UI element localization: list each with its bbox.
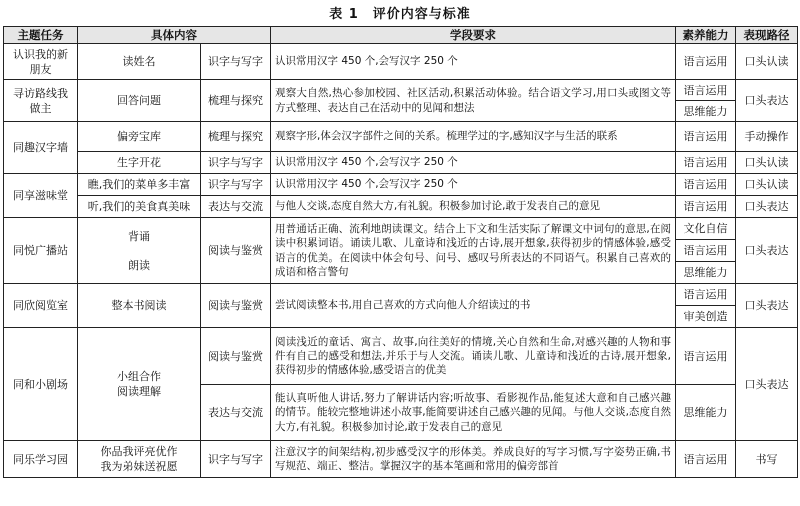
ability-cell: 思维能力 (676, 385, 736, 441)
table-row (4, 284, 798, 306)
theme-cell: 同欣阅览室 (4, 284, 78, 328)
table-row (4, 218, 798, 240)
table-caption: 表 1 评价内容与标准 (329, 7, 471, 22)
theme-cell: 同和小剧场 (4, 328, 78, 441)
content-cell (78, 218, 201, 284)
header-path: 表现路径 (736, 27, 798, 44)
header-requirement: 学段要求 (271, 27, 676, 44)
category-cell: 梳理与探究 (201, 122, 271, 152)
category-cell: 阅读与鉴赏 (201, 284, 271, 328)
table-row (4, 152, 798, 174)
path-cell: 口头表达 (736, 196, 798, 218)
ability-cell: 语言运用 (676, 240, 736, 262)
theme-cell: 认识我的新朋友 (4, 44, 78, 80)
content-line: 朗读 (128, 258, 150, 272)
content-line: 阅读理解 (117, 385, 161, 398)
theme-cell: 寻访路线我做主 (4, 80, 78, 122)
category-cell: 阅读与鉴赏 (201, 218, 271, 284)
requirement-cell: 与他人交谈,态度自然大方,有礼貌。积极参加讨论,敢于发表自己的意见 (271, 196, 676, 218)
table-row (4, 174, 798, 196)
theme-cell: 同趣汉字墙 (4, 122, 78, 174)
ability-cell: 语言运用 (676, 152, 736, 174)
path-cell: 口头认读 (736, 174, 798, 196)
table-row (4, 122, 798, 152)
table-row (4, 80, 798, 101)
requirement-cell: 认识常用汉字 450 个,会写汉字 250 个 (271, 152, 676, 174)
theme-cell: 同乐学习园 (4, 441, 78, 478)
content-line: 我为弟妹送祝愿 (100, 460, 178, 473)
path-cell: 口头认读 (736, 44, 798, 80)
ability-cell: 审美创造 (676, 306, 736, 328)
table-row (4, 44, 798, 80)
category-cell: 阅读与鉴赏 (201, 328, 271, 385)
path-cell: 口头表达 (736, 80, 798, 122)
category-cell: 表达与交流 (201, 385, 271, 441)
ability-cell: 语言运用 (676, 328, 736, 385)
path-cell: 口头认读 (736, 152, 798, 174)
ability-cell: 语言运用 (676, 80, 736, 101)
ability-cell: 思维能力 (676, 101, 736, 122)
requirement-cell: 注意汉字的间架结构,初步感受汉字的形体美。养成良好的写字习惯,写字姿势正确,书写规范、端正、整洁。掌握汉字的基本笔画和常用的偏旁部首 (271, 441, 676, 478)
ability-cell: 语言运用 (676, 174, 736, 196)
content-cell (78, 441, 201, 478)
category-cell: 识字与写字 (201, 441, 271, 478)
requirement-cell: 认识常用汉字 450 个,会写汉字 250 个 (271, 174, 676, 196)
content-cell: 偏旁宝库 (78, 122, 201, 152)
content-cell: 生字开花 (78, 152, 201, 174)
content-cell: 读姓名 (78, 44, 201, 80)
ability-cell: 文化自信 (676, 218, 736, 240)
path-cell: 口头表达 (736, 218, 798, 284)
ability-cell: 语言运用 (676, 44, 736, 80)
category-cell: 识字与写字 (201, 44, 271, 80)
category-cell: 识字与写字 (201, 152, 271, 174)
ability-cell: 语言运用 (676, 284, 736, 306)
requirement-cell: 认识常用汉字 450 个,会写汉字 250 个 (271, 44, 676, 80)
content-cell: 回答问题 (78, 80, 201, 122)
category-cell: 识字与写字 (201, 174, 271, 196)
content-cell (78, 328, 201, 441)
theme-cell: 同悦广播站 (4, 218, 78, 284)
header-row (4, 27, 798, 44)
requirement-cell: 能认真听他人讲话,努力了解讲话内容;听故事、看影视作品,能复述大意和自己感兴趣的情节。能较完整地讲述小故事,能简要讲述自己感兴趣的见闻。与他人交谈,态度自然大方,有礼貌。积极参加讨论,敢于发表自己的意见 (271, 385, 676, 441)
path-cell: 书写 (736, 441, 798, 478)
evaluation-table (3, 26, 798, 478)
path-cell: 口头表达 (736, 284, 798, 328)
header-ability: 素养能力 (676, 27, 736, 44)
table-row (4, 441, 798, 478)
theme-cell: 同享滋味堂 (4, 174, 78, 218)
content-line: 小组合作 (117, 370, 161, 383)
ability-cell: 语言运用 (676, 122, 736, 152)
content-line: 你品我评亮优作 (100, 445, 178, 458)
header-content: 具体内容 (78, 27, 271, 44)
content-cell: 听,我们的美食真美味 (78, 196, 201, 218)
path-cell: 手动操作 (736, 122, 798, 152)
requirement-cell: 阅读浅近的童话、寓言、故事,向往美好的情境,关心自然和生命,对感兴趣的人物和事件有自己的感受和想法,并乐于与人交流。诵读儿歌、儿童诗和浅近的古诗,展开想象,获得初步的情感体验,感受语言的优美 (271, 328, 676, 385)
requirement-cell: 用普通话正确、流利地朗读课文。结合上下文和生活实际了解课文中词句的意思,在阅读中积累词语。诵读儿歌、儿童诗和浅近的古诗,展开想象,获得初步的情感体验,感受语言的优美。在阅读中体会句号、问号、感叹号所表达的不同语气。积累自己喜欢的成语和格言警句 (271, 218, 676, 284)
requirement-cell: 观察大自然,热心参加校园、社区活动,积累活动体验。结合语文学习,用口头或图文等方式整理、表达自己在活动中的见闻和想法 (271, 80, 676, 122)
category-cell: 表达与交流 (201, 196, 271, 218)
content-cell: 瞧,我们的菜单多丰富 (78, 174, 201, 196)
ability-cell: 语言运用 (676, 196, 736, 218)
header-theme: 主题任务 (4, 27, 78, 44)
table-row (4, 328, 798, 385)
table-row (4, 196, 798, 218)
content-cell: 整本书阅读 (78, 284, 201, 328)
ability-cell: 语言运用 (676, 441, 736, 478)
requirement-cell: 尝试阅读整本书,用自己喜欢的方式向他人介绍读过的书 (271, 284, 676, 328)
requirement-cell: 观察字形,体会汉字部件之间的关系。梳理学过的字,感知汉字与生活的联系 (271, 122, 676, 152)
content-line: 背诵 (128, 229, 150, 243)
ability-cell: 思维能力 (676, 262, 736, 284)
category-cell: 梳理与探究 (201, 80, 271, 122)
path-cell: 口头表达 (736, 328, 798, 441)
